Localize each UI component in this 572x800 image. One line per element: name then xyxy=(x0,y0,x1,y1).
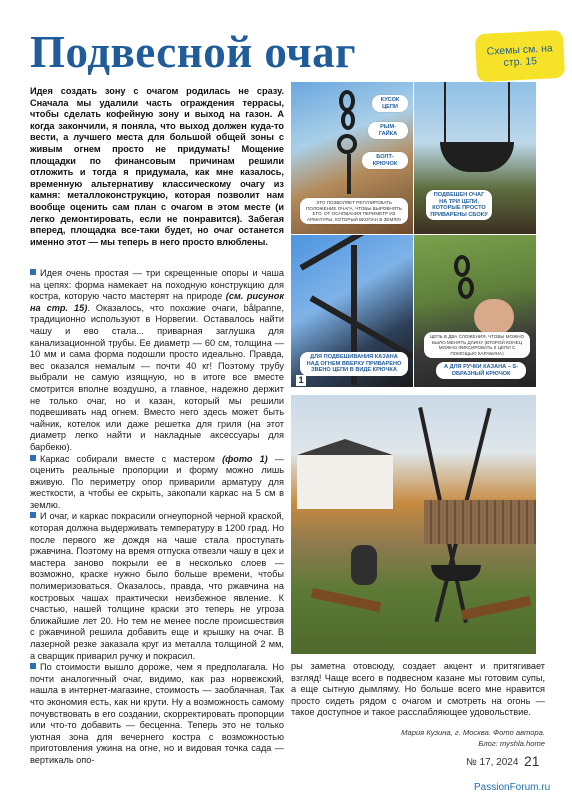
article-continuation: ры заметна отовсюду, создает акцент и притягивает взгляд! Чаще всего в подвесном казане мы готовим супы, а еще сытную дымляму. Но больше всего мне нравится просто сидеть рядом с очагом и смотреть на огонь — такое доступное и такое расслабляющее удовольствие. xyxy=(291,661,545,718)
chain-link xyxy=(454,255,470,277)
chain-line xyxy=(508,82,510,144)
emphasis: (фото 1) xyxy=(222,453,268,464)
lead-paragraph: Идея создать зону с очагом родилась не сразу. Сначала мы удалили часть ограждения террасы, чтобы сделать кофейную зону и выход на газон. А когда закончили, я поняла, что выход должен куда-то вести, а лучшего места для большой общей зоны с живым огнем просто не придумать! Мощение площадки по финансовым причинам решили отложить и тогда я придумала, как мне казалось, временную альтернативу классическому очагу из камня: металлоконструкцию, которая позволит нам вообще оценить сам план с очагом в этом месте (и легко демонтировать, если не понравится). Забегая вперед, площадка все-таки будет, но очаг останется именно этот — мы теперь в него просто влюблены. xyxy=(30,86,284,247)
chain-line xyxy=(444,82,446,144)
caption-note-adjust: ЭТО ПОЗВОЛЯЕТ РЕГУЛИРОВАТЬ ПОЛОЖЕНИЕ ОЧАГА, ЧТОБЫ ВЫРОВНЯТЬ ЕГО. ОТ ОСНОВАНИЯ ПЕРИМЕТР ИЗ АРМАТУРЫ, КОТОРЫЙ ВКОПАН В ЗЕМЛЮ xyxy=(300,198,408,224)
ring-nut xyxy=(337,134,357,154)
watermark: PassionForum.ru xyxy=(474,782,551,793)
house-roof xyxy=(297,439,393,455)
person xyxy=(351,545,377,585)
credit-author: Мария Кузина, г. Москва. Фото автора. xyxy=(401,728,545,737)
caption-ring-nut: РЫМ-ГАЙКА xyxy=(368,122,408,139)
hand xyxy=(474,299,514,335)
body-paragraph: По стоимости вышло дороже, чем я предполагала. Но почти аналогичный очаг, видимо, как раз норвежский, нашла в интернет-магазине, стоимость — заоблачная. Так что экономия есть, как ни крути. Ну а возможность самому почувствовать в его создании, скорректировать пропорции или что-то добавить — бесценна. Теперь это не только уютная зона для вечернего костра с возможностью приготовления ужина на огне, но и видовая точка сада — вертикаль опо- xyxy=(30,662,284,765)
caption-kazan-hook: ДЛЯ ПОДВЕШИВАНИЯ КАЗАНА НАД ОГНЕМ ВВЕРХУ ПРИВАРЕНО ЗВЕНО ЦЕПИ В ВИДЕ КРЮЧКА xyxy=(300,352,408,376)
house xyxy=(297,453,393,509)
bullet-marker xyxy=(30,269,36,275)
photo-credit xyxy=(340,727,545,749)
body-paragraph: Идея очень простая — три скрещенные опоры и чаша на цепях: форма намекает на походную конструкцию для костра, которую часто мастерят на природе (см. рисунок на стр. 15). Оказалось, что похожие очаги, bålpanne, традиционно используют в Норвегии. Оставалось найти чашу и ево стала... приварная заглушка для канализационной трубы. Ее диаметр — 60 см, толщина — 10 мм и сама форма подошли просто идеально. Правда, вес оказался немалым — почти 40 кг! Поэтому трубу выбрали не самую изящную, но в итоге все вместе смотрится вполне воздушно, а главное, надежно держит не только очаг, но и казан, который мы решили подвешивать над огнем. Вместо него здесь может быть чайник, котелок или даже решетка для гриля (на этот диаметр легко найти и накладные аксессуары для барбекю). xyxy=(30,268,284,452)
page-number: 21 xyxy=(524,753,540,769)
page-title: Подвесной очаг xyxy=(30,27,357,77)
chain-link xyxy=(339,90,355,112)
caption-chain-piece: КУСОК ЦЕПИ xyxy=(372,95,408,112)
bullet-marker xyxy=(30,512,36,518)
article-body xyxy=(30,268,284,767)
body-paragraph: И очаг, и каркас покрасили огнеупорной черной краской, которая должна выдерживать температуру в 1200 град. Но после первого же дождя на чаше стала проступать ржавчина. Поэтому на время отпуска отвезли чашу в цех и мастера заново покрыли ее в несколько слоев — возможно, краске нужно было больше времени, чтобы полимеризоваться. Оказалось, правда, что ржавчина на костровых чашах практически неизбежное явление. К счастью, нашей толщине краски это теперь не угроза ближайшие лет 20. Но тем не менее после происшествия с ржавчиной решила добавить еще и крышку на очаг. В лазерной резке заказала круг из металла толщиной 2 мм, а сварщик приварил ручку и покрасил. xyxy=(30,511,284,661)
emphasis: (см. рисунок на стр. 15) xyxy=(30,291,284,313)
lounge-chair xyxy=(461,596,532,620)
body-paragraph: Каркас собирали вместе с мастером (фото 1) — оценить реальные пропорции и форму можно лишь вживую. По периметру опор приварили арматуру для жесткости, а чтобы ее скрыть, закопали каркас на 5 см в землю. xyxy=(30,453,284,510)
lounge-chair xyxy=(311,588,382,612)
chain-link xyxy=(458,277,474,299)
issue-number: № 17, 2024 xyxy=(466,757,519,768)
fire-bowl xyxy=(440,142,514,172)
bullet-marker xyxy=(30,663,36,669)
caption-bolt-hook: БОЛТ-КРЮЧОК xyxy=(362,152,408,169)
caption-note-double-chain: ЦЕПЬ В ДВА СЛОЖЕНИЯ, ЧТОБЫ МОЖНО БЫЛО МЕНЯТЬ ДЛИНУ (ВТОРОЙ КОНЕЦ МОЖНО ФИКСИРОВАТЬ К ЦЕПИ С ПОМОЩЬЮ КАРАБИНА) xyxy=(424,332,530,358)
fence xyxy=(424,500,536,544)
bullet-marker xyxy=(30,455,36,461)
hook-rod xyxy=(347,154,351,194)
credit-blog: Блог: myshla.home xyxy=(478,739,545,748)
schemes-badge: Схемы см. на стр. 15 xyxy=(475,30,565,83)
caption-s-hook: А ДЛЯ РУЧКИ КАЗАНА – S-ОБРАЗНЫЙ КРЮЧОК xyxy=(436,362,526,379)
photo-number: 1 xyxy=(296,375,306,386)
fire-bowl xyxy=(431,565,481,581)
caption-three-chains: ПОДВЕШЕН ОЧАГ НА ТРИ ЦЕПИ, КОТОРЫЕ ПРОСТО ПРИВАРЕНЫ СБОКУ xyxy=(426,190,492,220)
frame-leg xyxy=(310,295,414,360)
chain-link xyxy=(341,110,355,130)
